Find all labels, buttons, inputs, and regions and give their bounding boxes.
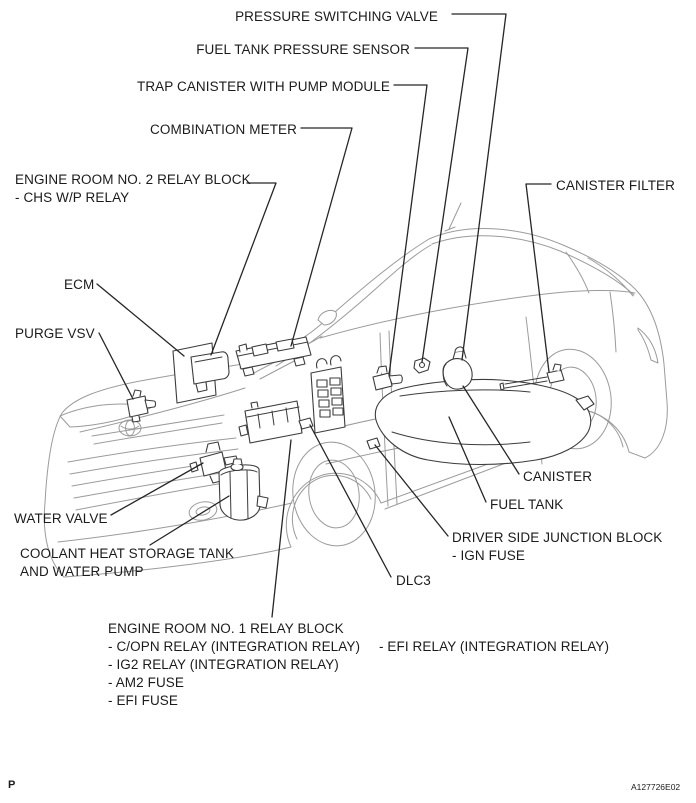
comp-canister xyxy=(443,347,472,389)
label-line: DRIVER SIDE JUNCTION BLOCK xyxy=(452,530,663,545)
leader-engine-room-1-relay-block xyxy=(272,440,291,617)
label-trap-canister: TRAP CANISTER WITH PUMP MODULE xyxy=(136,79,390,94)
comp-combination-meter xyxy=(236,337,311,376)
label-engine-room-1-relay-block xyxy=(108,620,609,710)
label-line xyxy=(108,638,609,656)
label-fuel-tank-pressure-sensor: FUEL TANK PRESSURE SENSOR xyxy=(196,42,410,57)
label-coolant-heat-storage xyxy=(20,545,234,581)
label-line-part: - C/OPN RELAY (INTEGRATION RELAY) xyxy=(108,639,361,654)
label-fuel-tank: FUEL TANK xyxy=(490,497,564,512)
comp-trap-canister xyxy=(373,366,402,390)
label-line: - EFI FUSE xyxy=(108,693,179,708)
label-engine-room-2-relay-block xyxy=(15,171,251,207)
comp-fuel-tank xyxy=(375,379,594,464)
doc-code: A127726E02 xyxy=(631,782,681,792)
comp-engine-room-2-relay-block xyxy=(191,352,229,384)
label-line: AND WATER PUMP xyxy=(20,564,144,579)
leader-engine-room-2-relay-block xyxy=(211,183,276,355)
label-line: - CHS W/P RELAY xyxy=(15,190,130,205)
leader-canister-filter xyxy=(526,184,551,372)
page-letter: P xyxy=(8,779,16,791)
comp-driver-side-junction-block xyxy=(367,438,380,449)
label-canister: CANISTER xyxy=(523,469,593,484)
comp-coolant-heat-storage-tank xyxy=(219,459,268,520)
label-pressure-switching-valve: PRESSURE SWITCHING VALVE xyxy=(235,9,438,24)
label-line: COOLANT HEAT STORAGE TANK xyxy=(20,546,235,561)
label-line: - IG2 RELAY (INTEGRATION RELAY) xyxy=(108,657,339,672)
label-ecm: ECM xyxy=(64,277,95,292)
leader-pressure-switching-valve xyxy=(452,14,506,360)
comp-dlc3-connector xyxy=(311,356,345,433)
label-line: - IGN FUSE xyxy=(452,548,526,563)
label-water-valve: WATER VALVE xyxy=(14,511,108,526)
label-combination-meter: COMBINATION METER xyxy=(150,122,297,137)
label-canister-filter: CANISTER FILTER xyxy=(556,178,676,193)
label-line: ENGINE ROOM NO. 1 RELAY BLOCK xyxy=(108,621,344,636)
components xyxy=(127,337,594,520)
comp-engine-room-1-relay-block xyxy=(239,401,302,443)
leader-ecm xyxy=(97,284,184,356)
label-line-part: - EFI RELAY (INTEGRATION RELAY) xyxy=(378,639,610,654)
leader-trap-canister xyxy=(389,85,427,375)
label-purge-vsv: PURGE VSV xyxy=(15,326,95,341)
label-line: - AM2 FUSE xyxy=(108,675,185,690)
label-line: ENGINE ROOM NO. 2 RELAY BLOCK xyxy=(15,172,251,187)
leader-coolant-heat-storage xyxy=(150,496,229,545)
label-dlc3: DLC3 xyxy=(396,573,431,588)
leader-combination-meter xyxy=(291,128,352,346)
label-driver-side-junction-block xyxy=(452,529,662,565)
leader-purge-vsv xyxy=(99,333,133,399)
toyota-emblem xyxy=(119,420,141,436)
